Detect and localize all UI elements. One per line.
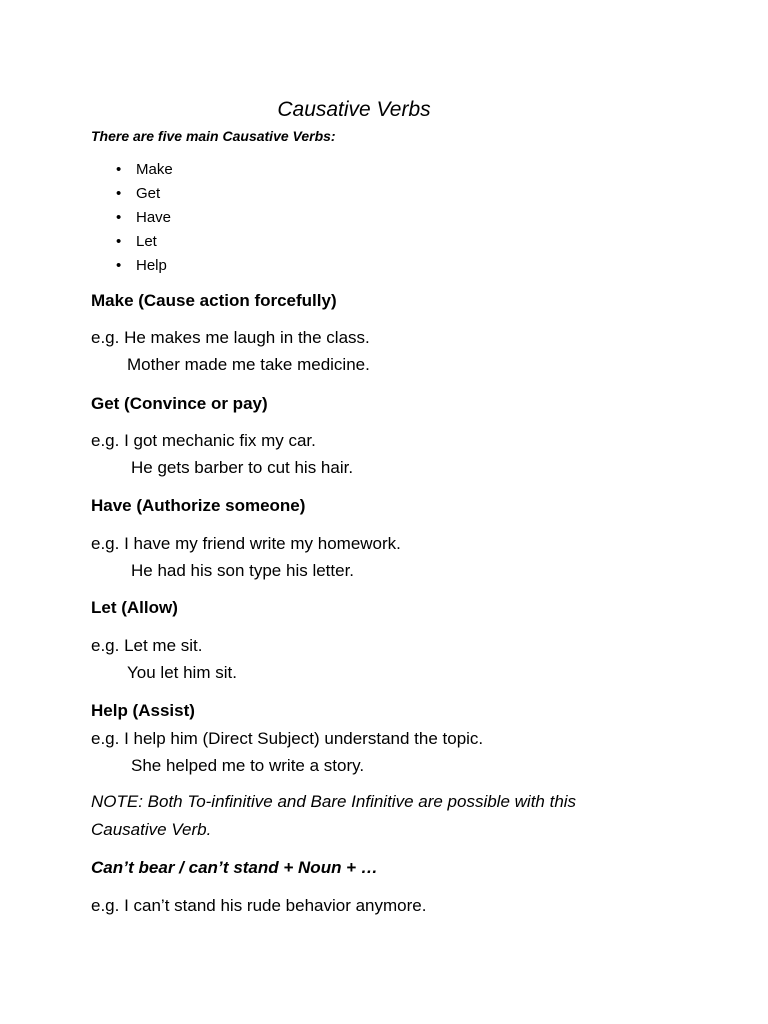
example-line: e.g. Let me sit. (91, 636, 203, 655)
example-line: Mother made me take medicine. (127, 355, 370, 374)
document-title: Causative Verbs (277, 98, 431, 121)
example-line: You let him sit. (127, 663, 237, 682)
section-heading-get: Get (Convince or pay) (91, 394, 268, 413)
section-heading-let: Let (Allow) (91, 598, 178, 617)
example-line: e.g. I can’t stand his rude behavior anymore. (91, 896, 427, 915)
verb-list (91, 158, 173, 278)
list-item: • Get (91, 182, 173, 206)
bullet-icon: • (116, 161, 122, 178)
bullet-icon: • (116, 233, 122, 250)
example-line: He had his son type his letter. (131, 561, 355, 580)
example-line: e.g. He makes me laugh in the class. (91, 328, 370, 347)
list-item: • Let (91, 230, 173, 254)
section-heading-help: Help (Assist) (91, 701, 195, 720)
bullet-icon: • (116, 209, 122, 226)
example-line: e.g. I got mechanic fix my car. (91, 431, 316, 450)
note-paragraph: NOTE: Both To-infinitive and Bare Infinitive are possible with this Causative Verb. (91, 792, 577, 839)
list-item: • Make (91, 158, 173, 182)
example-line: e.g. I help him (Direct Subject) understand the topic. (91, 729, 484, 748)
bullet-icon: • (116, 257, 122, 274)
list-item: • Have (91, 206, 173, 230)
example-line: She helped me to write a story. (131, 756, 365, 775)
section-heading-cant-bear: Can’t bear / can’t stand + Noun + … (91, 858, 378, 877)
example-line: He gets barber to cut his hair. (131, 458, 354, 477)
bullet-icon: • (116, 185, 122, 202)
section-heading-make: Make (Cause action forcefully) (91, 291, 337, 310)
intro-line: There are five main Causative Verbs: (91, 128, 336, 144)
list-item: • Help (91, 254, 173, 278)
example-line: e.g. I have my friend write my homework. (91, 534, 401, 553)
section-heading-have: Have (Authorize someone) (91, 496, 306, 515)
